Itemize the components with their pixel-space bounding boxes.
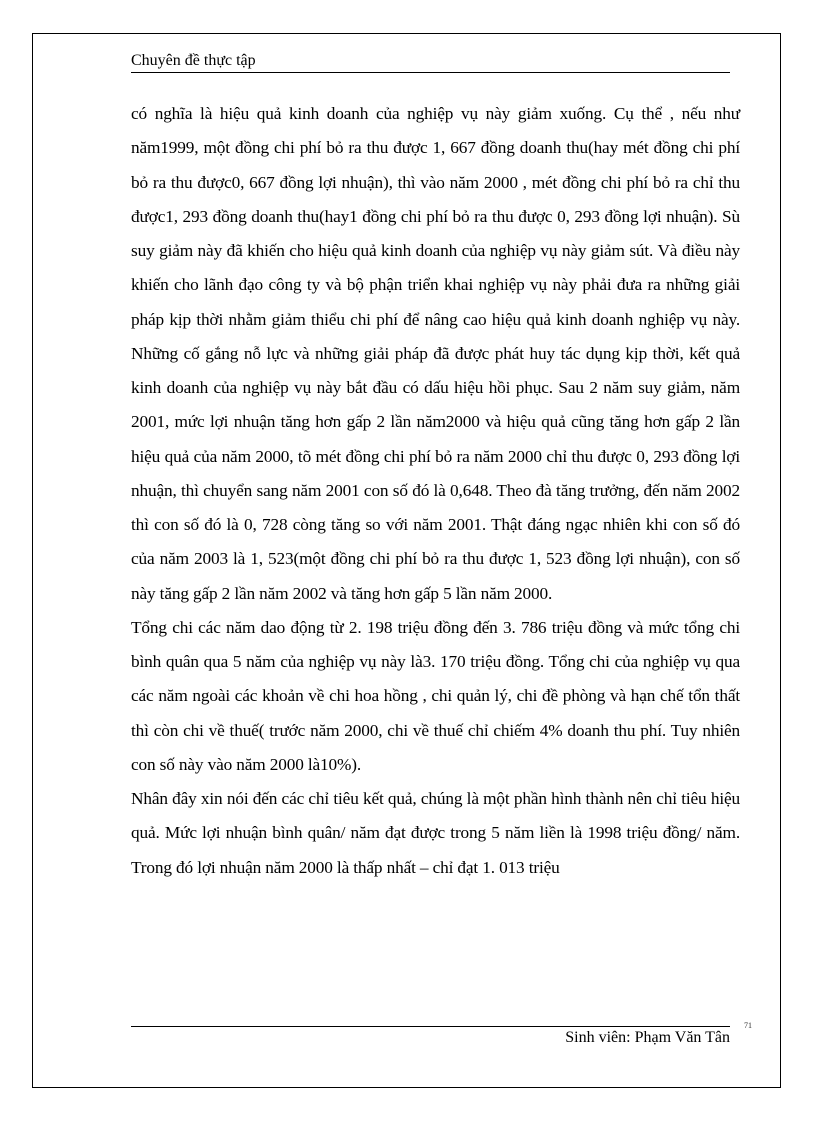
header-title: Chuyên đề thực tập: [131, 52, 256, 69]
footer-divider: [131, 1026, 730, 1027]
page-number: 71: [744, 1021, 752, 1030]
footer-author: Sinh viên: Phạm Văn Tân: [565, 1029, 730, 1046]
document-body: [131, 97, 740, 885]
header-divider: [131, 72, 730, 73]
body-paragraph-2: Tổng chi các năm dao động từ 2. 198 triệu đồng đến 3. 786 triệu đồng và mức tổng chi bình quân qua 5 năm của nghiệp vụ này là3. 170 triệu đồng. Tổng chi của nghiệp vụ qua các năm ngoài các khoản về chi hoa hồng , chi quản lý, chi đề phòng và hạn chế tổn thất thì còn chi về thuế( trước năm 2000, chi về thuế chỉ chiếm 4% doanh thu phí. Tuy nhiên con số này vào năm 2000 là10%).: [131, 617, 740, 774]
body-paragraph-3: Nhân đây xin nói đến các chỉ tiêu kết quả, chúng là một phần hình thành nên chỉ tiêu hiệu quả. Mức lợi nhuận bình quân/ năm đạt được trong 5 năm liền là 1998 triệu đồng/ năm. Trong đó lợi nhuận năm 2000 là thấp nhất – chỉ đạt 1. 013 triệu: [131, 789, 740, 877]
body-paragraph-1: có nghĩa là hiệu quả kinh doanh của nghiệp vụ này giảm xuống. Cụ thể , nếu như năm1999, một đồng chi phí bỏ ra thu được 1, 667 đồng doanh thu(hay mét đồng chi phí bỏ ra thu được0, 667 đồng lợi nhuận), thì vào năm 2000 , mét đồng chi phí bỏ ra chỉ thu được1, 293 đồng doanh thu(hay1 đồng chi phí bỏ ra thu được 0, 293 đồng lợi nhuận). Sù suy giảm này đã khiến cho hiệu quả kinh doanh của nghiệp vụ này giảm sút. Và điều này khiến cho lãnh đạo công ty và bộ phận triển khai nghiệp vụ này phải đưa ra những giải pháp kịp thời nhằm giảm thiểu chi phí để nâng cao hiệu quả kinh doanh nghiệp vụ này. Những cố gắng nỗ lực và những giải pháp đã được phát huy tác dụng kịp thời, kết quả kinh doanh của nghiệp vụ này bắt đầu có dấu hiệu hồi phục. Sau 2 năm suy giảm, năm 2001, mức lợi nhuận tăng hơn gấp 2 lần năm2000 và hiệu quả cũng tăng hơn gấp 2 lần hiệu quả của năm 2000, tõ mét đồng chi phí bỏ ra năm 2000 chỉ thu được 0, 293 đồng lợi nhuận, thì chuyển sang năm 2001 con số đó là 0,648. Theo đà tăng trưởng, đến năm 2002 thì con số đó là 0, 728 còng tăng so với năm 2001. Thật đáng ngạc nhiên khi con số đó của năm 2003 là 1, 523(một đồng chi phí bỏ ra thu được 1, 523 đồng lợi nhuận), con số này tăng gấp 2 lần năm 2002 và tăng hơn gấp 5 lần năm 2000.: [131, 104, 740, 603]
